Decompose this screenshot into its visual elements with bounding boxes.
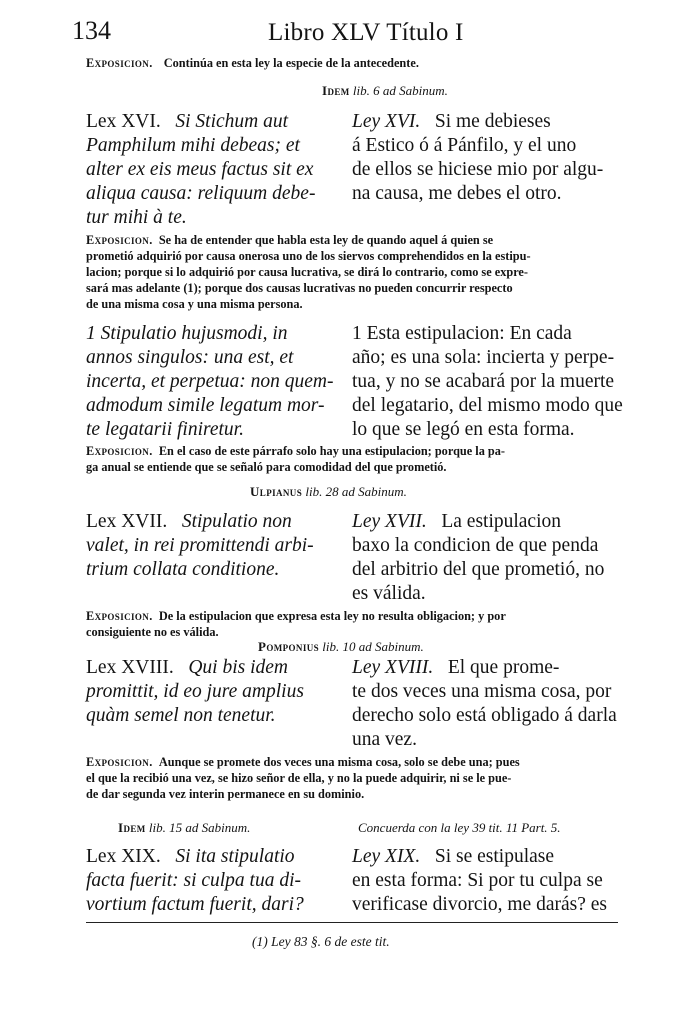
spanish-text-ley-17: Ley XVII. La estipulacion baxo la condicion de que penda del arbitrio del que prometió, no es válida.	[352, 511, 605, 604]
source-author: Idem	[322, 83, 350, 98]
spanish-line: á Estico ó á Pánfilo, y el uno	[352, 135, 577, 156]
page-number: 134	[72, 16, 111, 45]
law-number: Lex XIX.	[86, 846, 161, 867]
exposicion-intro	[86, 55, 616, 71]
law-number: Ley XVIII.	[352, 657, 434, 678]
latin-text-lex-16	[86, 110, 348, 230]
source-book: lib. 15 ad Sabinum.	[148, 820, 251, 835]
exposicion-3: Exposicion. En el caso de este párrafo solo hay una estipulacion; porque la pa- ga anual se entiende que se señaló para comodidad del que prometió.	[86, 444, 505, 474]
source-author: Pomponius	[258, 639, 320, 654]
running-title: Libro XLV Título I	[268, 19, 464, 46]
latin-line: Pamphilum mihi debeas; et	[86, 135, 300, 156]
exposicion-text: Continúa en esta ley la especie de la antecedente.	[163, 56, 419, 70]
source-reference	[118, 820, 250, 836]
exposicion-label: Exposicion.	[86, 609, 153, 623]
latin-text-lex-17: Lex XVII. Stipulatio non valet, in rei promittendi arbi- trium collata conditione.	[86, 511, 314, 580]
latin-text-lex-19: Lex XIX. Si ita stipulatio facta fuerit: si culpa tua di- vortium factum fuerit, dari?	[86, 846, 304, 915]
footnote-rule	[86, 922, 618, 923]
law-number: Ley XVII.	[352, 511, 427, 532]
latin-text-lex-18: Lex XVIII. Qui bis idem promittit, id eo jure amplius quàm semel non tenetur.	[86, 657, 304, 726]
exposicion-5: Exposicion. Aunque se promete dos veces una misma cosa, solo se debe una; pues el que la recibió una vez, se hizo señor de ella, y no la puede adquirir, ni se le pue- de dar segunda vez interin permanece en su dominio.	[86, 755, 520, 801]
law-number: Lex XVIII.	[86, 657, 174, 678]
latin-line: alter ex eis meus factus sit ex	[86, 159, 314, 180]
law-number: Ley XVI.	[352, 111, 421, 132]
source-book: lib. 10 ad Sabinum.	[322, 639, 424, 654]
spanish-text-paragraph-1: 1 Esta estipulacion: En cada año; es una sola: incierta y perpe- tua, y no se acabará por la muerte del legatario, del mismo modo que lo que se legó en esta forma.	[352, 323, 623, 440]
spanish-line: Ley XVI. Si me debieses	[352, 111, 551, 132]
source-book: lib. 6 ad Sabinum.	[352, 83, 448, 98]
latin-line: tur mihi à te.	[86, 207, 187, 228]
footnote: (1) Ley 83 §. 6 de este tit.	[252, 934, 390, 949]
law-number: Lex XVI.	[86, 111, 161, 132]
exposicion-2: Exposicion. Se ha de entender que habla esta ley de quando aquel á quien se prometió adquirió por causa onerosa uno de los siervos comprehendidos en la estipu- lacion; porque si lo adquirió por causa lucrativa, se dirá lo contrario, como se expre- sará mas adelante (1); porque dos causas lucrativas no pueden concurrir respecto de una misma cosa y una misma persona.	[86, 233, 531, 311]
latin-text-paragraph-1: 1 Stipulatio hujusmodi, in annos singulos: una est, et incerta, et perpetua: non quem- admodum simile legatum mor- te legatarii finiretur.	[86, 323, 334, 440]
source-reference	[322, 83, 448, 99]
law-number: Ley XIX.	[352, 846, 421, 867]
spanish-line: de ellos se hiciese mio por algu-	[352, 159, 604, 180]
source-author: Ulpianus	[250, 484, 303, 499]
spanish-text-ley-18: Ley XVIII. El que prome- te dos veces una misma cosa, por derecho solo está obligado á darla una vez.	[352, 657, 617, 750]
source-author: Idem	[118, 820, 146, 835]
source-reference	[250, 484, 407, 500]
source-book: lib. 28 ad Sabinum.	[305, 484, 407, 499]
latin-line: aliqua causa: reliquum debe-	[86, 183, 316, 204]
law-number: Lex XVII.	[86, 511, 168, 532]
latin-line: Lex XVI. Si Stichum aut	[86, 111, 289, 132]
spanish-text-ley-19: Ley XIX. Si se estipulase en esta forma: Si por tu culpa se verificase divorcio, me darás? es	[352, 846, 608, 915]
exposicion-label: Exposicion.	[86, 56, 153, 70]
spanish-text-ley-16	[352, 110, 622, 206]
exposicion-label: Exposicion.	[86, 444, 153, 458]
spanish-line: na causa, me debes el otro.	[352, 183, 562, 204]
source-reference	[258, 639, 424, 655]
concordance-note: Concuerda con la ley 39 tit. 11 Part. 5.	[358, 820, 561, 835]
exposicion-label: Exposicion.	[86, 233, 153, 247]
exposicion-label: Exposicion.	[86, 755, 153, 769]
exposicion-4: Exposicion. De la estipulacion que expresa esta ley no resulta obligacion; y por consiguiente no es válida.	[86, 609, 506, 639]
